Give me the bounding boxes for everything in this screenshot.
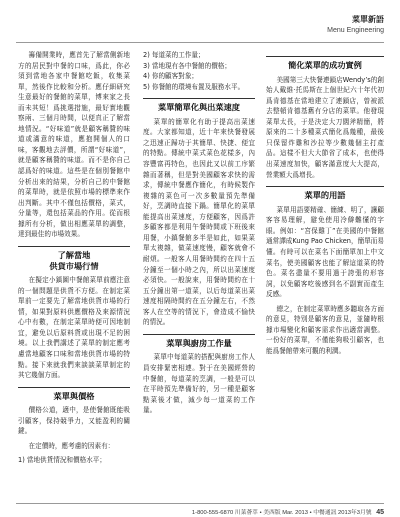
heading-supply-market: 了解當地 供貨市場行情 — [18, 246, 130, 271]
list-item: 1) 當地供貨情況和價格水平； — [18, 456, 106, 465]
heading-kitchen-workload: 菜單與廚房工作量 — [143, 334, 255, 349]
heading-success-case: 簡化菜單的成功實例 — [266, 56, 384, 71]
page-number: 45 — [376, 509, 384, 516]
heading-simplify-speed: 菜單簡單化與出菜速度 — [143, 98, 255, 113]
paragraph-kitchen-workload: 菜單中每道菜的搭配與廚房工作人員安排緊密相連。對于在美國經營的中餐館，每道菜的烹調，一般是可以在平時預先準備好的，另一種是顧客點菜後才做，減少每一道菜的工作量。 — [143, 353, 255, 415]
column-1 — [18, 50, 130, 470]
heading-menu-terms: 菜單的用語 — [266, 186, 384, 201]
section-header — [327, 14, 384, 34]
column-3 — [266, 50, 384, 360]
section-title-en: Menu Engineering — [327, 27, 384, 34]
paragraph-intro: 籌備開業時，應首先了解當側新地方的居民對中餐的口味，爲此，你必須到當地各家中餐館吃飯，收集菜單，然後作比較和分析。應仔細研究生意最好的餐館的菜單，博來家之長而未其短！爲挑選措施，最好實地觀察兩、三個月時間，以便真正了解當地情況。“好味道”就是顧客稱贊的味道或滿意的味道，應抱開個人的口味，客觀地去評價，所謂“好味道”，就是顧客稱贊的味道。而不是你自己認爲好的味道。這些是在個別餐館中分析出來的結果，分析自己的中餐館的菜單時，就是依照市場的標準來作出判斷。其中不僅包括價格，菜式，分量等，還包括菜品的作用。從而根據所有分析，做出相應菜單的調整，達到最佳的市場效果。 — [18, 51, 130, 239]
page-footer — [16, 503, 384, 516]
pricing-factor-list — [18, 455, 130, 466]
list-item: 3) 當地現有各中餐館的價格； — [143, 61, 231, 70]
column-2 — [143, 50, 255, 420]
paragraph-supply-market: 在擬定小鎮圖中餐館菜單前應注意的一個問題是供貨不方便。在制定菜單前一定要先了解當地供貨市場的行情，如果對原料供應價格及來源情況心中有數，在制定菜單時便可因地制宜，避免以后原料貨或出現不足的困境。以上我們講述了菜單的制定應考慮當地顧客口味和當地供貨市場的特點。接下來就我們來談談菜單制定的其它幾個方面。 — [18, 276, 130, 380]
heading-menu-price: 菜單與價格 — [18, 387, 130, 402]
section-title-zh: 菜單新語 — [352, 15, 384, 24]
header-divider — [16, 42, 384, 43]
paragraph-conclusion: 總之，在制定菜單時應多聽取各方面的意見，特別是顧客的意見，並隨時根據市場變化和顧客需求作出適當調整。一份好的菜單，不僅能夠吸引顧客，也能爲餐館帶來可觀的利潤。 — [266, 304, 384, 355]
list-item: 2) 每道菜的工作量； — [143, 51, 205, 59]
paragraph-simplify-speed: 菜單的簡單化有助于提高出菜速度。大家都知道，近十年來快餐發展之迅速正歸功于其簡單、快捷、便宜的特點。傳統中菜式菜色花樣多，內容豐富再特色，也因此又以前工序繁雜而著稱，但是對美國顧客求快的需求，傳統中餐應作簡化，有時候製作複雜的菜色可一次多數量預先準備好，烹調時直接下鍋。簡單化的菜單能提高出菜速度，方便顧客，因爲許多顧客都是利用午餐時間或下班後來用餐，小鎮餐館多半是如此，如果菜單太複雜，做菜速度慢，顧客就會不耐煩。一般客人用餐時間約在四十五分鐘至一個小時之內，所以出菜速度必須快。一般說來，用餐時間約在十五分鐘出第一道菜，以后每道菜出菜速度相隔時間約在五分鐘左右，不然客人在空等的情況下，會造成不愉快的情況。 — [143, 117, 255, 327]
paragraph-success-case: 美國第三大快餐連鎖店Wendy’s的創始人戴維·托馬斯在上個世紀六十年代初爲肯德基在當地建立了連鎖店，曾被派去整頓肯德基舊有分店的菜單。他發現菜單太長，于是決定大刀闊斧精簡，將原來的二十多種菜式簡化爲幾種，最後只保留炸雞和沙拉等少數幾個主打產品。這樣不但大大節省了成本，也使得出菜速度加快，顧客滿意度大大提高，營業額大爲增長。 — [266, 75, 384, 179]
paragraph-price: 價格公道，適中，是使餐館既能吸引顧客，保持競爭力，又能盈利的關鍵。 — [18, 406, 130, 436]
list-item: 4) 你的顧客對象； — [143, 72, 199, 81]
paragraph-pricing-factors: 在定價時，應考慮的因素有： — [28, 441, 115, 450]
footer-publication: 1-800-555-6870 川菜薈萃 • 美西版 Mar. 2013 • 中餐通訊 2013年3月號 — [191, 510, 372, 516]
pricing-factor-list-cont — [143, 50, 255, 92]
paragraph-menu-terms: 菜單用語要精確、簡練、明了，讓顧客容易理解，避免使用冷僻難懂的字眼。例如：“宮保雞丁”在美國的中餐館通常譯成Kung Pao Chicken，簡單而易懂。有時可以在菜名下面簡單加上中文菜名，使美國顧客也能了解這道菜的特色。菜名盡量不要用過于誇張的形容詞，以免顧客吃後感到名不副實而產生反感。 — [266, 205, 384, 299]
list-item: 5) 你餐館的環境布置及服務水平。 — [143, 82, 245, 91]
footer-info — [192, 507, 384, 516]
